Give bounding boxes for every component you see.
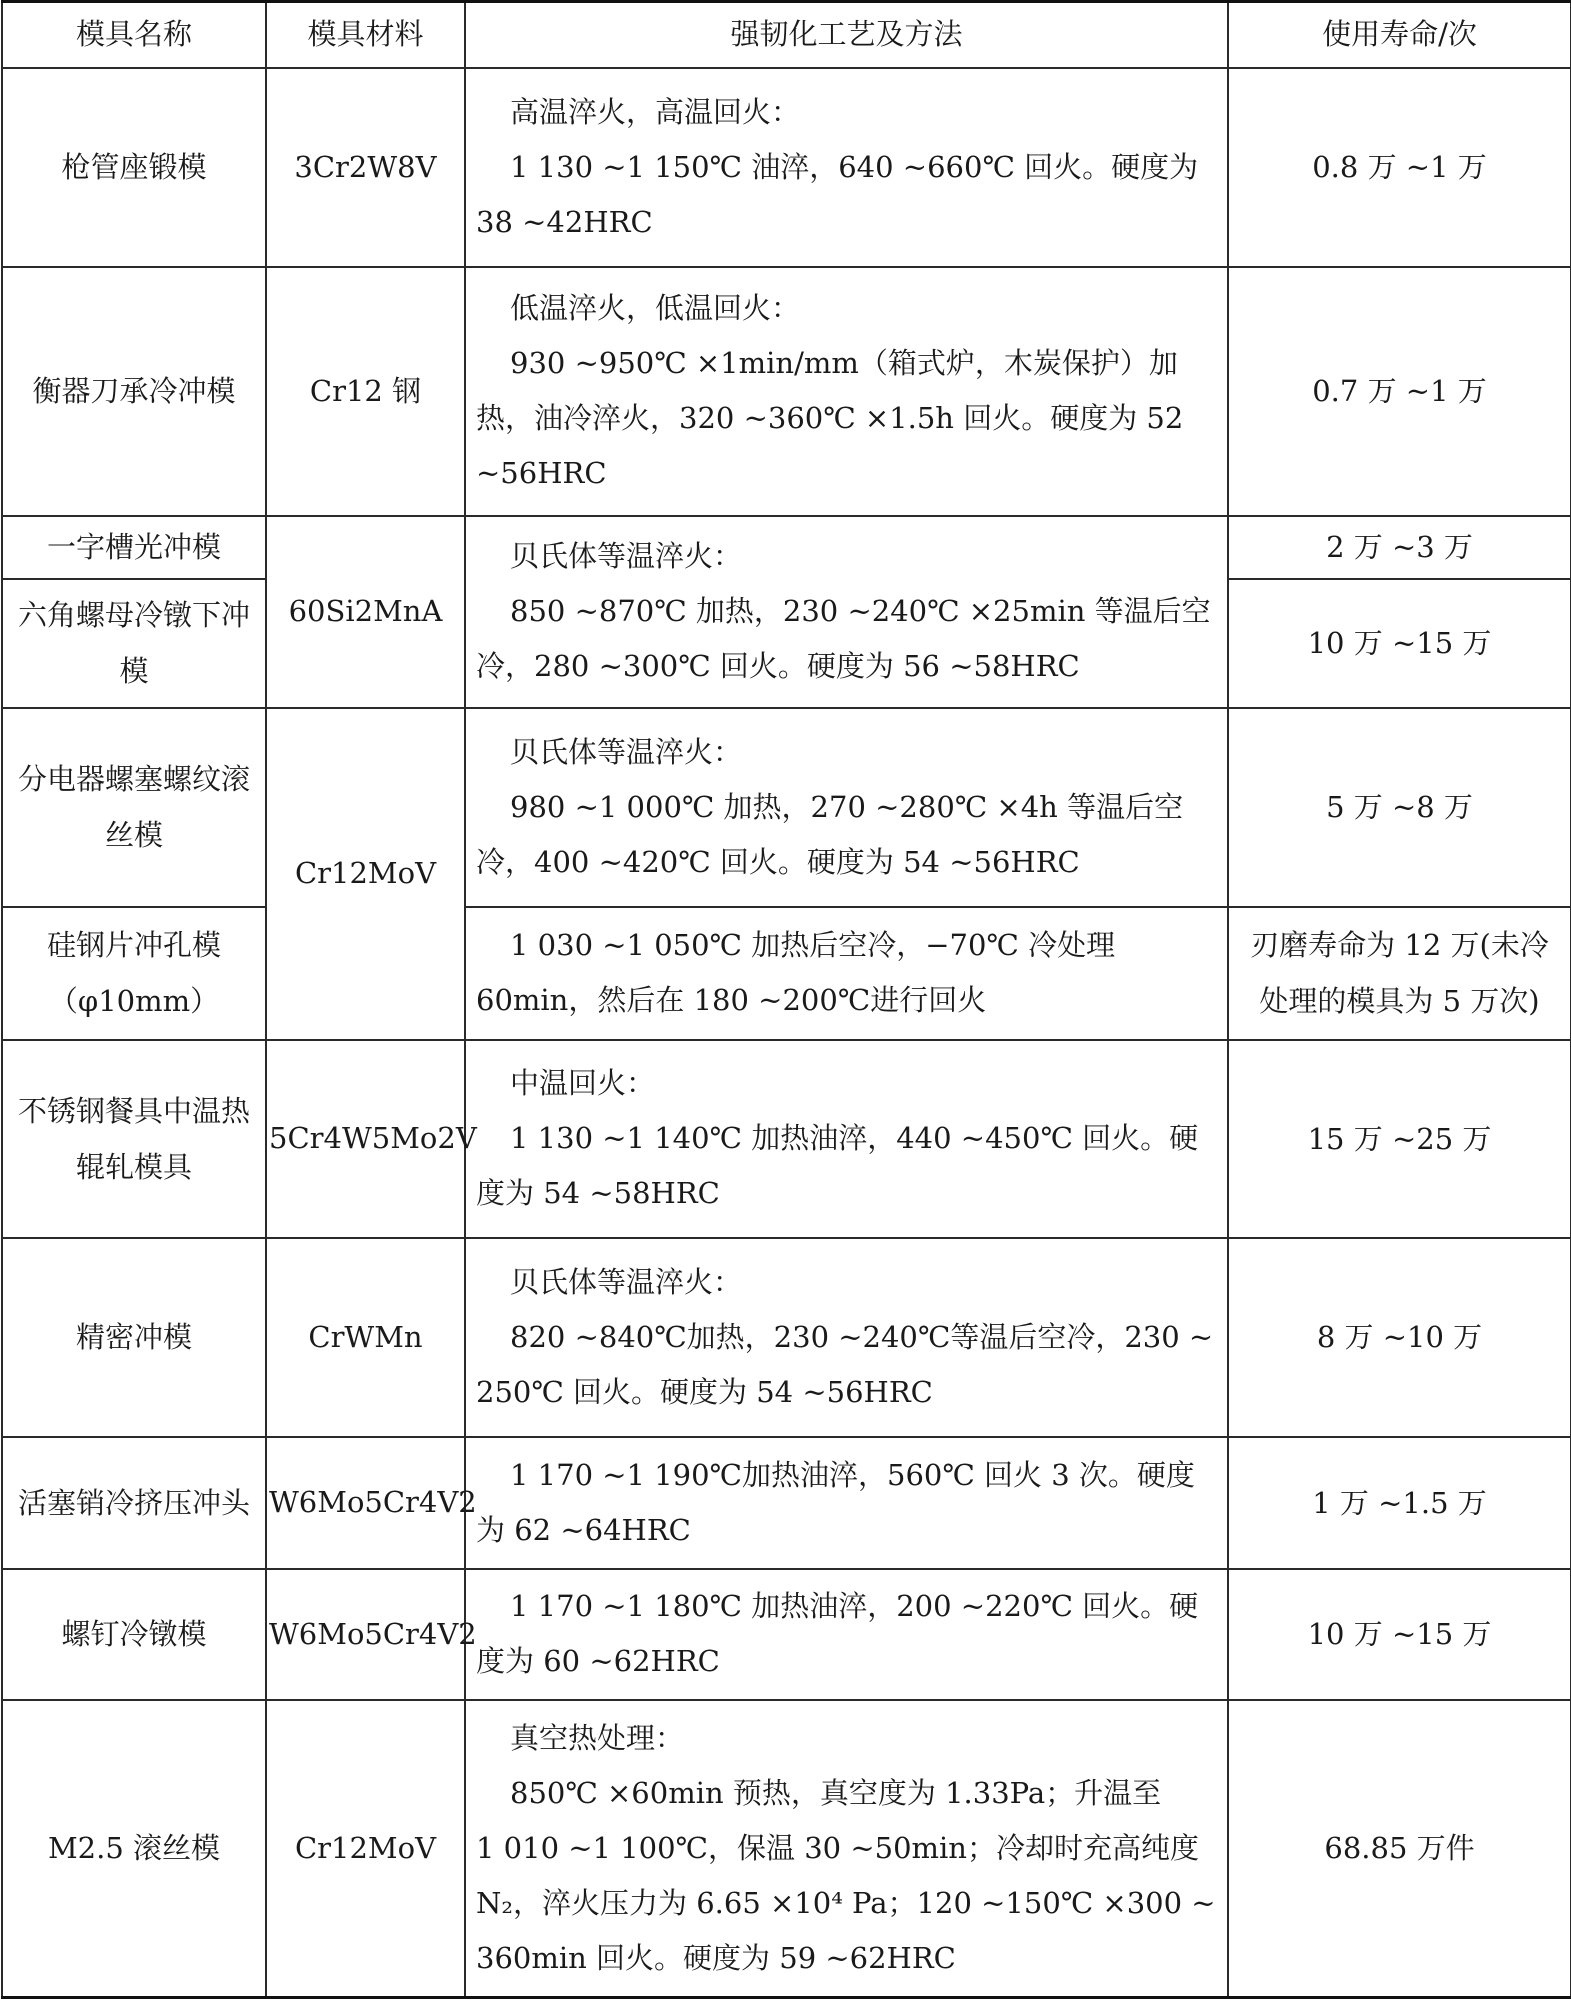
mold-material: 5Cr4W5Mo2V [266,1040,465,1238]
process-title: 贝氏体等温淬火： [510,734,743,769]
mold-material: Cr12MoV [266,1700,465,1998]
process-line: ~56HRC [476,456,607,490]
table-row [2,1437,1571,1569]
process-line: 250℃ 回火。硬度为 54 ~56HRC [476,1374,933,1409]
process-cell [465,1238,1228,1437]
process-cell [465,68,1228,267]
header-mold-material: 模具材料 [266,2,465,68]
table-row [2,1238,1571,1437]
mold-material: Cr12MoV [266,708,465,1040]
service-life: 0.7 万 ~1 万 [1228,267,1571,516]
process-line: 60min，然后在 180 ~200℃进行回火 [476,983,987,1017]
mold-material: 60Si2MnA [266,516,465,708]
service-life: 5 万 ~8 万 [1228,708,1571,907]
table-row [2,516,1571,579]
process-line: 1 170 ~1 180℃ 加热油淬，200 ~220℃ 回火。硬 [510,1589,1199,1623]
mold-name: 活塞销冷挤压冲头 [2,1437,266,1569]
process-cell [465,516,1228,708]
process-line: 1 130 ~1 150℃ 油淬，640 ~660℃ 回火。硬度为 [510,149,1199,184]
process-title: 贝氏体等温淬火： [510,539,743,573]
mold-material: W6Mo5Cr4V2 [266,1569,465,1700]
service-life: 10 万 ~15 万 [1228,579,1571,708]
process-line: 冷，280 ~300℃ 回火。硬度为 56 ~58HRC [476,649,1080,683]
table-row [2,708,1571,907]
mold-material: CrWMn [266,1238,465,1437]
service-life: 68.85 万件 [1228,1700,1571,1998]
process-cell [465,907,1228,1040]
table-row [2,1700,1571,1998]
service-life: 10 万 ~15 万 [1228,1569,1571,1700]
table-row [2,1040,1571,1238]
header-row [2,2,1571,68]
table-row [2,267,1571,516]
process-line: 930 ~950℃ ×1min/mm（箱式炉，木炭保护）加 [510,346,1178,380]
process-title: 中温回火： [510,1066,656,1100]
process-line: 1 030 ~1 050℃ 加热后空冷，−70℃ 冷处理 [510,928,1116,962]
process-line: 1 010 ~1 100℃，保温 30 ~50min；冷却时充高纯度 [476,1830,1199,1865]
process-title: 贝氏体等温淬火： [510,1264,743,1299]
process-cell [465,1437,1228,1569]
header-service-life: 使用寿命/次 [1228,2,1571,68]
process-line: 1 130 ~1 140℃ 加热油淬，440 ~450℃ 回火。硬 [510,1121,1199,1155]
process-title: 低温淬火，低温回火： [510,291,801,325]
process-cell [465,708,1228,907]
header-mold-name: 模具名称 [2,2,266,68]
mold-name: 枪管座锻模 [2,68,266,267]
process-line: 38 ~42HRC [476,204,653,239]
mold-name: 不锈钢餐具中温热辊轧模具 [2,1040,266,1238]
process-line: 820 ~840℃加热，230 ~240℃等温后空冷，230 ~ [510,1319,1214,1354]
table-row [2,1569,1571,1700]
mold-name: 衡器刀承冷冲模 [2,267,266,516]
process-line: 850℃ ×60min 预热，真空度为 1.33Pa；升温至 [510,1775,1162,1810]
process-cell [465,267,1228,516]
mold-name: 分电器螺塞螺纹滚丝模 [2,708,266,907]
process-cell [465,1700,1228,1998]
table-row [2,907,1571,1040]
header-process: 强韧化工艺及方法 [465,2,1228,68]
service-life: 1 万 ~1.5 万 [1228,1437,1571,1569]
service-life: 15 万 ~25 万 [1228,1040,1571,1238]
process-line: 冷，400 ~420℃ 回火。硬度为 54 ~56HRC [476,844,1080,879]
process-line: 850 ~870℃ 加热，230 ~240℃ ×25min 等温后空 [510,594,1211,628]
mold-material: W6Mo5Cr4V2 [266,1437,465,1569]
service-life: 8 万 ~10 万 [1228,1238,1571,1437]
mold-name: 一字槽光冲模 [2,516,266,579]
service-life: 刃磨寿命为 12 万(未冷处理的模具为 5 万次) [1228,907,1571,1040]
process-line: 度为 60 ~62HRC [476,1644,720,1678]
process-line: 1 170 ~1 190℃加热油淬，560℃ 回火 3 次。硬度 [510,1457,1195,1492]
mold-material: Cr12 钢 [266,267,465,516]
process-line: 980 ~1 000℃ 加热，270 ~280℃ ×4h 等温后空 [510,789,1184,824]
table-row [2,68,1571,267]
process-cell [465,1040,1228,1238]
process-title: 真空热处理： [510,1720,685,1755]
process-line: 热，油冷淬火，320 ~360℃ ×1.5h 回火。硬度为 52 [476,401,1184,435]
mold-name: 硅钢片冲孔模（φ10mm） [2,907,266,1040]
mold-name: 螺钉冷镦模 [2,1569,266,1700]
service-life: 2 万 ~3 万 [1228,516,1571,579]
mold-name: 六角螺母冷镦下冲模 [2,579,266,708]
mold-material: 3Cr2W8V [266,68,465,267]
process-cell [465,1569,1228,1700]
process-line: 度为 54 ~58HRC [476,1176,720,1210]
process-line: 为 62 ~64HRC [476,1512,691,1547]
process-title: 高温淬火，高温回火： [510,94,801,129]
service-life: 0.8 万 ~1 万 [1228,68,1571,267]
mold-process-table [1,0,1571,1999]
process-line: 360min 回火。硬度为 59 ~62HRC [476,1940,956,1975]
mold-name: M2.5 滚丝模 [2,1700,266,1998]
process-line: N₂，淬火压力为 6.65 ×10⁴ Pa；120 ~150℃ ×300 ~ [476,1885,1216,1920]
mold-name: 精密冲模 [2,1238,266,1437]
